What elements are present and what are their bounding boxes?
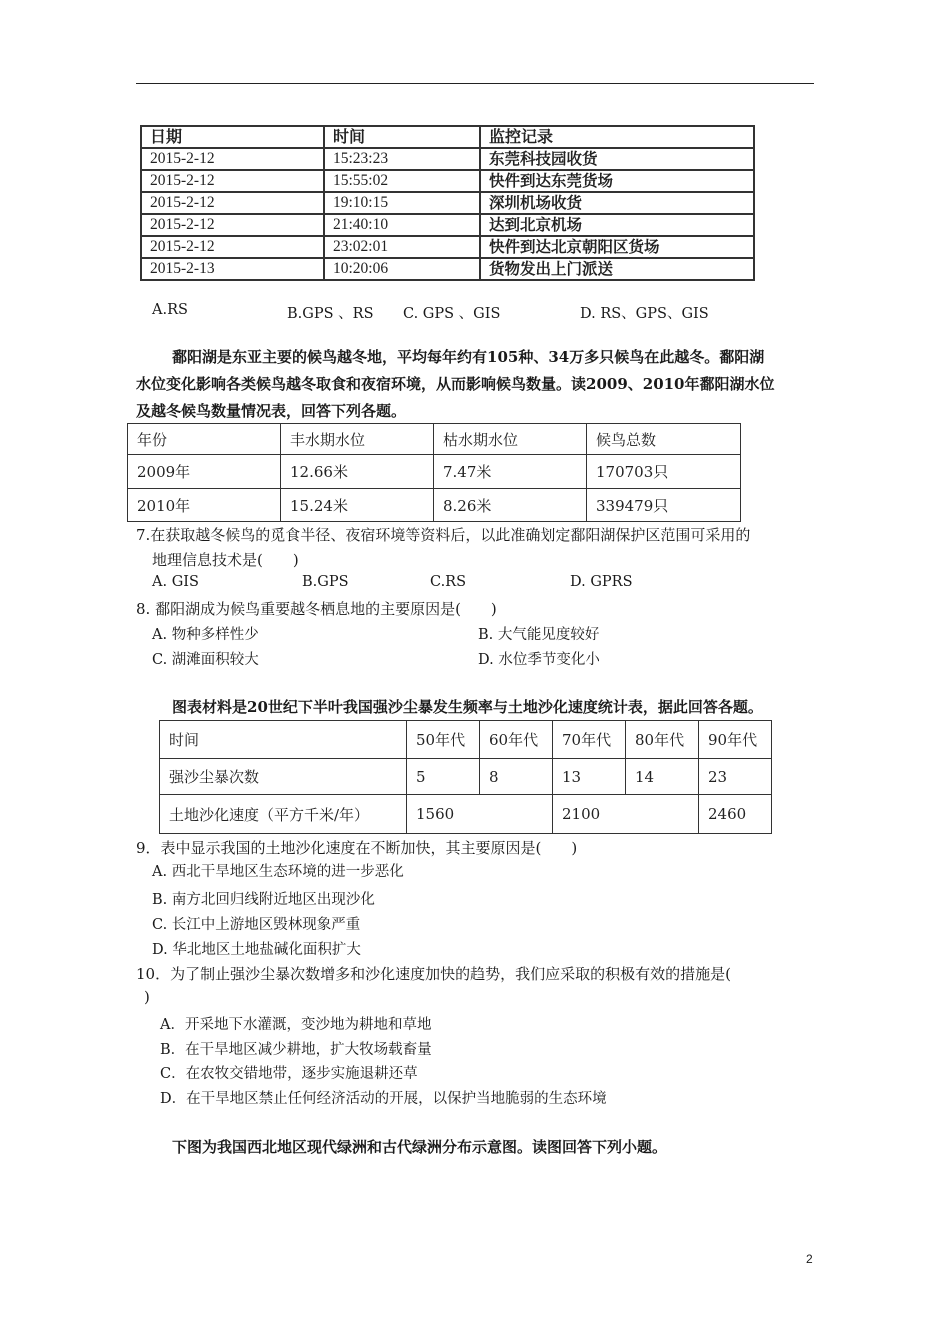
cell-record: 快件到达东莞货场 — [480, 170, 754, 192]
table-row — [141, 170, 754, 192]
cell-date: 2015-2-13 — [141, 258, 324, 280]
q7-stem-line-2: 地理信息技术是( ) — [152, 551, 299, 569]
cell-year: 2010年 — [128, 489, 281, 522]
cell-record: 货物发出上门派送 — [480, 258, 754, 280]
lake-table — [127, 423, 741, 522]
cell-value: 2460 — [699, 795, 772, 834]
q6-option-b: B.GPS 、RS — [287, 306, 374, 322]
q8-option-c: C. 湖滩面积较大 — [152, 652, 259, 668]
cell-record: 达到北京机场 — [480, 214, 754, 236]
q10-option-a: A．开采地下水灌溉，变沙地为耕地和草地 — [160, 1017, 432, 1033]
cell-value: 13 — [553, 759, 626, 795]
table-header-row — [160, 721, 772, 759]
cell-label: 土地沙化速度（平方千米/年） — [160, 795, 407, 834]
cell-date: 2015-2-12 — [141, 214, 324, 236]
cell-year: 2009年 — [128, 455, 281, 489]
cell-time: 15:23:23 — [324, 148, 480, 170]
cell-bird-total: 170703只 — [587, 455, 741, 489]
q6-option-a: A.RS — [152, 302, 188, 318]
header-record: 监控记录 — [480, 126, 754, 148]
q6-option-c: C. GPS 、GIS — [403, 306, 501, 322]
header-60s: 60年代 — [480, 721, 553, 759]
oasis-intro: 下图为我国西北地区现代绿洲和古代绿洲分布示意图。读图回答下列小题。 — [172, 1138, 668, 1156]
page-number: 2 — [806, 1252, 813, 1266]
table-row — [128, 489, 741, 522]
cell-flood-level: 15.24米 — [281, 489, 434, 522]
header-80s: 80年代 — [626, 721, 699, 759]
table-row — [141, 214, 754, 236]
sand-intro: 图表材料是20世纪下半叶我国强沙尘暴发生频率与土地沙化速度统计表，据此回答各题。 — [172, 698, 763, 716]
q10-stem-line-2: ) — [144, 988, 150, 1006]
table-header-row — [128, 424, 741, 455]
lake-intro-line-2: 水位变化影响各类候鸟越冬取食和夜宿环境，从而影响候鸟数量。读2009、2010年鄱阳湖水位 — [136, 375, 775, 393]
q8-stem: 8. 鄱阳湖成为候鸟重要越冬栖息地的主要原因是( ) — [136, 600, 497, 618]
q7-option-b: B.GPS — [302, 574, 349, 590]
q8-option-b: B. 大气能见度较好 — [478, 627, 600, 643]
cell-value: 1560 — [407, 795, 553, 834]
lake-intro-line-3: 及越冬候鸟数量情况表，回答下列各题。 — [136, 402, 407, 420]
cell-value: 14 — [626, 759, 699, 795]
q7-option-c: C.RS — [430, 574, 467, 590]
q9-option-d: D. 华北地区土地盐碱化面积扩大 — [152, 942, 361, 958]
cell-label: 强沙尘暴次数 — [160, 759, 407, 795]
q9-option-a: A. 西北干旱地区生态环境的进一步恶化 — [152, 864, 404, 880]
header-time: 时间 — [324, 126, 480, 148]
header-bird-total: 候鸟总数 — [587, 424, 741, 455]
table-header-row — [141, 126, 754, 148]
cell-time: 19:10:15 — [324, 192, 480, 214]
cell-record: 深圳机场收货 — [480, 192, 754, 214]
q8-option-a: A. 物种多样性少 — [152, 627, 259, 643]
header-90s: 90年代 — [699, 721, 772, 759]
cell-date: 2015-2-12 — [141, 192, 324, 214]
header-period: 时间 — [160, 721, 407, 759]
header-flood-level: 丰水期水位 — [281, 424, 434, 455]
q8-option-d: D. 水位季节变化小 — [478, 652, 600, 668]
lake-intro-line-1: 鄱阳湖是东亚主要的候鸟越冬地，平均每年约有105种、34万多只候鸟在此越冬。鄱阳湖 — [172, 348, 765, 366]
q7-option-d: D. GPRS — [570, 574, 633, 590]
header-50s: 50年代 — [407, 721, 480, 759]
cell-dry-level: 8.26米 — [434, 489, 587, 522]
header-rule — [136, 83, 814, 84]
cell-date: 2015-2-12 — [141, 148, 324, 170]
cell-date: 2015-2-12 — [141, 236, 324, 258]
sandstorm-table — [159, 720, 772, 834]
cell-record: 快件到达北京朝阳区货场 — [480, 236, 754, 258]
header-year: 年份 — [128, 424, 281, 455]
cell-bird-total: 339479只 — [587, 489, 741, 522]
table-row — [160, 795, 772, 834]
q10-option-d: D．在干旱地区禁止任何经济活动的开展，以保护当地脆弱的生态环境 — [160, 1091, 607, 1107]
table-row — [160, 759, 772, 795]
table-row — [141, 258, 754, 280]
cell-value: 23 — [699, 759, 772, 795]
cell-value: 2100 — [553, 795, 699, 834]
q6-option-d: D. RS、GPS、GIS — [580, 306, 709, 322]
table-row — [141, 148, 754, 170]
q9-option-c: C. 长江中上游地区毁林现象严重 — [152, 917, 361, 933]
cell-record: 东莞科技园收货 — [480, 148, 754, 170]
header-date: 日期 — [141, 126, 324, 148]
q9-option-b: B. 南方北回归线附近地区出现沙化 — [152, 892, 375, 908]
cell-time: 23:02:01 — [324, 236, 480, 258]
table-row — [141, 236, 754, 258]
table-row — [128, 455, 741, 489]
q7-stem-line-1: 7.在获取越冬候鸟的觅食半径、夜宿环境等资料后，以此准确划定鄱阳湖保护区范围可采用的 — [136, 526, 751, 544]
cell-dry-level: 7.47米 — [434, 455, 587, 489]
cell-value: 8 — [480, 759, 553, 795]
q7-option-a: A. GIS — [152, 574, 199, 590]
header-dry-level: 枯水期水位 — [434, 424, 587, 455]
cell-value: 5 — [407, 759, 480, 795]
q9-stem: 9．表中显示我国的土地沙化速度在不断加快，其主要原因是( ) — [136, 839, 578, 857]
cell-time: 21:40:10 — [324, 214, 480, 236]
q10-option-c: C．在农牧交错地带，逐步实施退耕还草 — [160, 1066, 418, 1082]
header-70s: 70年代 — [553, 721, 626, 759]
cell-time: 15:55:02 — [324, 170, 480, 192]
q10-stem-line-1: 10．为了制止强沙尘暴次数增多和沙化速度加快的趋势，我们应采取的积极有效的措施是( — [136, 965, 731, 983]
cell-date: 2015-2-12 — [141, 170, 324, 192]
cell-flood-level: 12.66米 — [281, 455, 434, 489]
q10-option-b: B．在干旱地区减少耕地，扩大牧场载畜量 — [160, 1042, 432, 1058]
cell-time: 10:20:06 — [324, 258, 480, 280]
table-row — [141, 192, 754, 214]
logistics-table — [140, 125, 755, 281]
